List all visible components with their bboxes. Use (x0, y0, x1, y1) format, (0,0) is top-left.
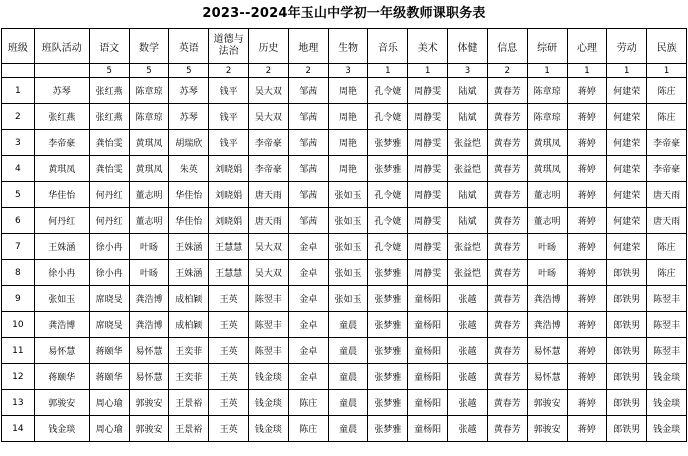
teacher-cell: 何建荣 (607, 156, 647, 182)
teacher-cell: 刘晓娟 (209, 182, 249, 208)
table-row (2, 182, 687, 208)
table-row (2, 78, 687, 104)
periods-blank-cell (2, 64, 35, 78)
teacher-cell: 陈翌丰 (249, 286, 289, 312)
teacher-cell: 陈章琼 (527, 104, 567, 130)
teacher-cell: 张越 (448, 416, 488, 442)
teacher-cell: 陈章琼 (129, 78, 169, 104)
teacher-cell: 周静雯 (408, 234, 448, 260)
teacher-cell: 黄春芳 (487, 156, 527, 182)
teacher-cell: 蒋婷 (567, 156, 607, 182)
teacher-cell: 张梦雅 (368, 130, 408, 156)
periods-per-week-cell: 5 (129, 64, 169, 78)
teacher-cell: 黄琪凤 (527, 156, 567, 182)
class-number-cell: 7 (2, 234, 35, 260)
periods-row (2, 64, 687, 78)
teacher-cell: 蒋婷 (567, 182, 607, 208)
teacher-cell: 黄春芳 (487, 182, 527, 208)
teacher-cell: 童晨 (328, 390, 368, 416)
teacher-cell: 华佳怡 (169, 208, 209, 234)
teacher-cell: 张红燕 (89, 104, 129, 130)
teacher-cell: 黄春芳 (487, 208, 527, 234)
teacher-cell: 邹茜 (288, 78, 328, 104)
teacher-cell: 张如玉 (328, 260, 368, 286)
teacher-cell: 张如玉 (328, 182, 368, 208)
table-row (2, 390, 687, 416)
teacher-cell: 蒋婷 (567, 234, 607, 260)
teacher-assignment-table (1, 28, 687, 442)
teacher-cell: 何丹红 (34, 208, 89, 234)
teacher-cell: 王姝涵 (34, 234, 89, 260)
teacher-cell: 蒋婷 (567, 364, 607, 390)
teacher-cell: 钱金琰 (249, 390, 289, 416)
teacher-cell: 王奕菲 (169, 338, 209, 364)
column-header: 音乐 (368, 29, 408, 64)
class-number-cell: 9 (2, 286, 35, 312)
teacher-cell: 吴大双 (249, 234, 289, 260)
teacher-cell: 陈翌丰 (249, 338, 289, 364)
table-row (2, 416, 687, 442)
teacher-cell: 王英 (209, 364, 249, 390)
class-number-cell: 13 (2, 390, 35, 416)
periods-blank-cell (34, 64, 89, 78)
teacher-cell: 黄春芳 (487, 312, 527, 338)
teacher-cell: 张梦雅 (368, 260, 408, 286)
teacher-cell: 钱平 (209, 130, 249, 156)
teacher-cell: 易怀慧 (129, 364, 169, 390)
teacher-cell: 张益恺 (448, 130, 488, 156)
teacher-cell: 钱金琰 (647, 416, 687, 442)
teacher-cell: 周静雯 (408, 156, 448, 182)
teacher-cell: 易怀慧 (34, 338, 89, 364)
teacher-cell: 钱金琰 (647, 390, 687, 416)
teacher-cell: 龚浩博 (129, 286, 169, 312)
periods-per-week-cell: 3 (328, 64, 368, 78)
teacher-cell: 孔令婕 (368, 104, 408, 130)
periods-per-week-cell: 2 (487, 64, 527, 78)
class-number-cell: 2 (2, 104, 35, 130)
teacher-cell: 郭骏安 (527, 390, 567, 416)
column-header: 班级 (2, 29, 35, 64)
teacher-cell: 童杨阳 (408, 312, 448, 338)
teacher-cell: 郎铁男 (607, 416, 647, 442)
periods-per-week-cell: 3 (448, 64, 488, 78)
teacher-cell: 童杨阳 (408, 364, 448, 390)
teacher-cell: 龚浩博 (527, 312, 567, 338)
teacher-cell: 陈章琼 (129, 104, 169, 130)
teacher-cell: 席晓旻 (89, 312, 129, 338)
teacher-cell: 周艳 (328, 130, 368, 156)
teacher-cell: 何建荣 (607, 234, 647, 260)
teacher-cell: 王景裕 (169, 390, 209, 416)
teacher-cell: 叶旸 (527, 260, 567, 286)
column-header: 信息 (487, 29, 527, 64)
class-number-cell: 3 (2, 130, 35, 156)
teacher-cell: 陈庄 (647, 260, 687, 286)
teacher-cell: 周静雯 (408, 182, 448, 208)
teacher-cell: 蒋颐华 (89, 364, 129, 390)
teacher-cell: 黄琪凤 (129, 156, 169, 182)
teacher-cell: 张越 (448, 338, 488, 364)
teacher-cell: 蒋婷 (567, 260, 607, 286)
teacher-cell: 易怀慧 (527, 364, 567, 390)
teacher-cell: 童杨阳 (408, 338, 448, 364)
teacher-cell: 王英 (209, 416, 249, 442)
teacher-cell: 黄春芳 (487, 234, 527, 260)
teacher-cell: 易怀慧 (129, 338, 169, 364)
teacher-cell: 童晨 (328, 416, 368, 442)
teacher-cell: 黄春芳 (487, 390, 527, 416)
column-header: 心理 (567, 29, 607, 64)
teacher-cell: 陆斌 (448, 78, 488, 104)
teacher-cell: 蒋婷 (567, 78, 607, 104)
teacher-cell: 邹茜 (288, 156, 328, 182)
teacher-cell: 吴大双 (249, 260, 289, 286)
column-header: 班队活动 (34, 29, 89, 64)
teacher-cell: 孔令婕 (368, 78, 408, 104)
teacher-cell: 童晨 (328, 364, 368, 390)
teacher-cell: 金卓 (288, 364, 328, 390)
teacher-cell: 龚浩博 (34, 312, 89, 338)
teacher-cell: 黄春芳 (487, 260, 527, 286)
column-header: 民族 (647, 29, 687, 64)
teacher-cell: 郎铁男 (607, 312, 647, 338)
teacher-cell: 王姝涵 (169, 234, 209, 260)
teacher-cell: 陈翌丰 (647, 338, 687, 364)
periods-per-week-cell: 1 (527, 64, 567, 78)
teacher-cell: 成柏颖 (169, 312, 209, 338)
teacher-cell: 邹茜 (288, 130, 328, 156)
teacher-cell: 唐天雨 (647, 208, 687, 234)
teacher-cell: 叶旸 (129, 260, 169, 286)
teacher-cell: 陈翌丰 (647, 286, 687, 312)
teacher-cell: 金卓 (288, 234, 328, 260)
column-header: 语文 (89, 29, 129, 64)
teacher-cell: 张红燕 (89, 78, 129, 104)
teacher-cell: 叶旸 (527, 234, 567, 260)
column-header: 英语 (169, 29, 209, 64)
teacher-cell: 张梦雅 (368, 416, 408, 442)
teacher-cell: 苏琴 (34, 78, 89, 104)
teacher-cell: 蒋婷 (567, 338, 607, 364)
teacher-cell: 邹茜 (288, 182, 328, 208)
teacher-cell: 刘晓娟 (209, 156, 249, 182)
teacher-cell: 张梦雅 (368, 364, 408, 390)
teacher-cell: 蒋婷 (567, 390, 607, 416)
teacher-cell: 孔令婕 (368, 208, 408, 234)
teacher-cell: 金卓 (288, 338, 328, 364)
teacher-cell: 何建荣 (607, 130, 647, 156)
periods-per-week-cell: 5 (89, 64, 129, 78)
teacher-cell: 黄春芳 (487, 338, 527, 364)
table-row (2, 208, 687, 234)
table-row (2, 312, 687, 338)
teacher-cell: 张如玉 (328, 286, 368, 312)
teacher-cell: 王景裕 (169, 416, 209, 442)
teacher-cell: 王奕菲 (169, 364, 209, 390)
teacher-cell: 蒋颐华 (89, 338, 129, 364)
table-row (2, 130, 687, 156)
teacher-cell: 陈章琼 (527, 78, 567, 104)
teacher-cell: 周静雯 (408, 208, 448, 234)
teacher-cell: 王英 (209, 312, 249, 338)
teacher-cell: 蒋婷 (567, 130, 607, 156)
teacher-cell: 钱金琰 (249, 416, 289, 442)
teacher-cell: 王英 (209, 286, 249, 312)
column-header: 综研 (527, 29, 567, 64)
teacher-cell: 龚怡雯 (89, 156, 129, 182)
teacher-cell: 孔令婕 (368, 234, 408, 260)
teacher-cell: 胡瑞欣 (169, 130, 209, 156)
teacher-cell: 邹茜 (288, 208, 328, 234)
teacher-cell: 朱英 (169, 156, 209, 182)
teacher-cell: 张越 (448, 312, 488, 338)
teacher-cell: 黄春芳 (487, 286, 527, 312)
teacher-cell: 李帝豪 (34, 130, 89, 156)
teacher-cell: 郎铁男 (607, 364, 647, 390)
teacher-cell: 王慧慧 (209, 234, 249, 260)
column-header: 数学 (129, 29, 169, 64)
teacher-cell: 周艳 (328, 156, 368, 182)
teacher-cell: 黄春芳 (487, 416, 527, 442)
teacher-cell: 董志明 (129, 182, 169, 208)
teacher-cell: 陈庄 (647, 234, 687, 260)
teacher-cell: 周静雯 (408, 130, 448, 156)
header-row (2, 29, 687, 64)
teacher-cell: 陈庄 (647, 78, 687, 104)
teacher-cell: 黄春芳 (487, 104, 527, 130)
class-number-cell: 4 (2, 156, 35, 182)
teacher-cell: 李帝豪 (249, 130, 289, 156)
teacher-cell: 何建荣 (607, 78, 647, 104)
periods-per-week-cell: 2 (249, 64, 289, 78)
teacher-cell: 郭骏安 (129, 390, 169, 416)
teacher-cell: 易怀慧 (527, 338, 567, 364)
teacher-cell: 周心瑜 (89, 390, 129, 416)
teacher-cell: 周艳 (328, 78, 368, 104)
teacher-cell: 黄琪凤 (34, 156, 89, 182)
class-number-cell: 14 (2, 416, 35, 442)
teacher-cell: 唐天雨 (647, 182, 687, 208)
teacher-cell: 张益恺 (448, 156, 488, 182)
teacher-cell: 张益恺 (448, 234, 488, 260)
teacher-cell: 王英 (209, 338, 249, 364)
teacher-cell: 钱金琰 (249, 364, 289, 390)
teacher-cell: 蒋婷 (567, 104, 607, 130)
teacher-cell: 钱平 (209, 104, 249, 130)
table-body (2, 78, 687, 442)
teacher-cell: 金卓 (288, 260, 328, 286)
class-number-cell: 6 (2, 208, 35, 234)
periods-per-week-cell: 1 (408, 64, 448, 78)
teacher-cell: 龚浩博 (527, 286, 567, 312)
teacher-cell: 金卓 (288, 286, 328, 312)
teacher-cell: 徐小冉 (89, 260, 129, 286)
teacher-cell: 何建荣 (607, 208, 647, 234)
teacher-cell: 郎铁男 (607, 260, 647, 286)
table-row (2, 338, 687, 364)
teacher-cell: 苏琴 (169, 78, 209, 104)
teacher-cell: 童杨阳 (408, 416, 448, 442)
teacher-cell: 童晨 (328, 338, 368, 364)
teacher-cell: 蒋婷 (567, 312, 607, 338)
teacher-cell: 周静雯 (408, 260, 448, 286)
teacher-cell: 张梦雅 (368, 156, 408, 182)
teacher-cell: 吴大双 (249, 104, 289, 130)
teacher-cell: 叶旸 (129, 234, 169, 260)
teacher-cell: 郭骏安 (129, 416, 169, 442)
teacher-cell: 何丹红 (89, 182, 129, 208)
teacher-cell: 张梦雅 (368, 338, 408, 364)
teacher-cell: 董志明 (527, 208, 567, 234)
teacher-cell: 童晨 (328, 312, 368, 338)
teacher-cell: 陆斌 (448, 104, 488, 130)
teacher-cell: 郎铁男 (607, 338, 647, 364)
teacher-cell: 李帝豪 (647, 130, 687, 156)
teacher-cell: 周静雯 (408, 104, 448, 130)
teacher-cell: 徐小冉 (89, 234, 129, 260)
teacher-cell: 郭骏安 (527, 416, 567, 442)
teacher-cell: 华佳怡 (34, 182, 89, 208)
column-header: 劳动 (607, 29, 647, 64)
teacher-cell: 蒋婷 (567, 416, 607, 442)
teacher-cell: 何丹红 (89, 208, 129, 234)
teacher-cell: 周心瑜 (89, 416, 129, 442)
teacher-cell: 童杨阳 (408, 286, 448, 312)
teacher-cell: 唐天雨 (249, 182, 289, 208)
teacher-cell: 陈翌丰 (249, 312, 289, 338)
teacher-cell: 陆斌 (448, 208, 488, 234)
teacher-cell: 周艳 (328, 104, 368, 130)
teacher-cell: 金卓 (288, 312, 328, 338)
teacher-cell: 王姝涵 (169, 260, 209, 286)
teacher-cell: 张如玉 (34, 286, 89, 312)
table-row (2, 234, 687, 260)
teacher-cell: 钱金琰 (647, 364, 687, 390)
periods-per-week-cell: 5 (169, 64, 209, 78)
teacher-cell: 吴大双 (249, 78, 289, 104)
teacher-cell: 黄春芳 (487, 78, 527, 104)
teacher-cell: 钱平 (209, 78, 249, 104)
column-header: 历史 (249, 29, 289, 64)
class-number-cell: 12 (2, 364, 35, 390)
table-row (2, 156, 687, 182)
teacher-cell: 郭骏安 (34, 390, 89, 416)
teacher-cell: 张越 (448, 364, 488, 390)
teacher-cell: 童杨阳 (408, 390, 448, 416)
teacher-cell: 蒋婷 (567, 286, 607, 312)
teacher-cell: 邹茜 (288, 104, 328, 130)
teacher-cell: 黄春芳 (487, 130, 527, 156)
table-row (2, 286, 687, 312)
teacher-cell: 张梦雅 (368, 390, 408, 416)
teacher-cell: 王英 (209, 390, 249, 416)
column-header: 道德与法治 (209, 29, 249, 64)
teacher-cell: 孔令婕 (368, 182, 408, 208)
teacher-cell: 龚怡雯 (89, 130, 129, 156)
table-row (2, 260, 687, 286)
teacher-cell: 何建荣 (607, 104, 647, 130)
column-header: 地理 (288, 29, 328, 64)
teacher-cell: 陈庄 (288, 416, 328, 442)
teacher-cell: 张越 (448, 286, 488, 312)
teacher-cell: 蒋婷 (567, 208, 607, 234)
teacher-cell: 钱金琰 (34, 416, 89, 442)
teacher-cell: 张红燕 (34, 104, 89, 130)
column-header: 生物 (328, 29, 368, 64)
column-header: 美术 (408, 29, 448, 64)
teacher-cell: 陆斌 (448, 182, 488, 208)
teacher-cell: 张如玉 (328, 208, 368, 234)
teacher-cell: 黄琪凤 (527, 130, 567, 156)
teacher-cell: 陈庄 (288, 390, 328, 416)
periods-per-week-cell: 1 (607, 64, 647, 78)
teacher-cell: 郎铁男 (607, 390, 647, 416)
teacher-cell: 张益恺 (448, 260, 488, 286)
teacher-cell: 张梦雅 (368, 286, 408, 312)
teacher-cell: 蒋颐华 (34, 364, 89, 390)
teacher-cell: 李帝豪 (647, 156, 687, 182)
class-number-cell: 11 (2, 338, 35, 364)
teacher-cell: 黄琪凤 (129, 130, 169, 156)
teacher-cell: 陈庄 (647, 104, 687, 130)
periods-per-week-cell: 1 (567, 64, 607, 78)
class-number-cell: 1 (2, 78, 35, 104)
class-number-cell: 10 (2, 312, 35, 338)
teacher-cell: 王慧慧 (209, 260, 249, 286)
teacher-cell: 何建荣 (607, 182, 647, 208)
teacher-cell: 董志明 (129, 208, 169, 234)
class-number-cell: 5 (2, 182, 35, 208)
periods-per-week-cell: 1 (368, 64, 408, 78)
teacher-cell: 周静雯 (408, 78, 448, 104)
teacher-cell: 张越 (448, 390, 488, 416)
teacher-cell: 张如玉 (328, 234, 368, 260)
teacher-cell: 苏琴 (169, 104, 209, 130)
periods-per-week-cell: 1 (647, 64, 687, 78)
class-number-cell: 8 (2, 260, 35, 286)
teacher-cell: 刘晓娟 (209, 208, 249, 234)
teacher-cell: 董志明 (527, 182, 567, 208)
table-row (2, 364, 687, 390)
column-header: 体健 (448, 29, 488, 64)
periods-per-week-cell: 2 (209, 64, 249, 78)
teacher-cell: 席晓旻 (89, 286, 129, 312)
page-title: 2023--2024年玉山中学初一年级教师课职务表 (202, 6, 486, 21)
teacher-cell: 张梦雅 (368, 312, 408, 338)
teacher-cell: 华佳怡 (169, 182, 209, 208)
table-row (2, 104, 687, 130)
teacher-cell: 陈翌丰 (647, 312, 687, 338)
teacher-cell: 龚浩博 (129, 312, 169, 338)
teacher-cell: 唐天雨 (249, 208, 289, 234)
teacher-cell: 成柏颖 (169, 286, 209, 312)
teacher-cell: 徐小冉 (34, 260, 89, 286)
teacher-cell: 黄春芳 (487, 364, 527, 390)
periods-per-week-cell: 2 (288, 64, 328, 78)
teacher-cell: 李帝豪 (249, 156, 289, 182)
teacher-cell: 郎铁男 (607, 286, 647, 312)
